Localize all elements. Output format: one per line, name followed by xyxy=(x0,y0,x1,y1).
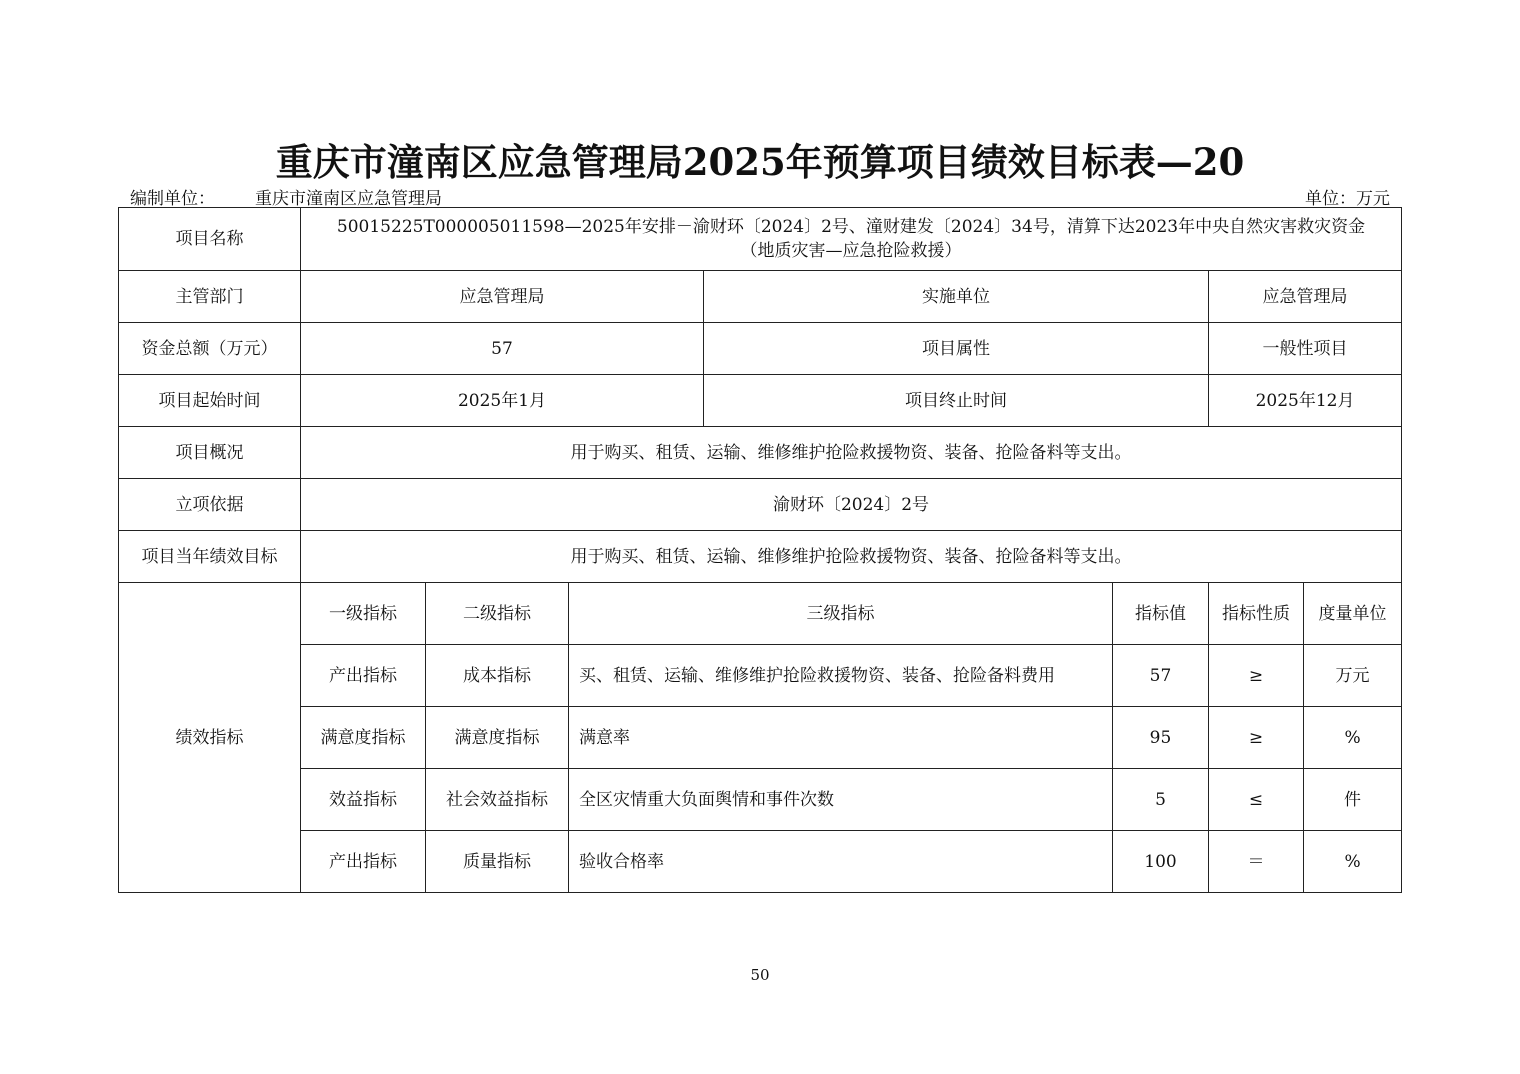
value-cell: 5 xyxy=(1113,769,1209,831)
table-row xyxy=(119,645,1402,707)
nature-cell: ≥ xyxy=(1209,707,1304,769)
project-name-line1: 50015225T000005011598—2025年安排－渝财环〔2024〕2号、潼财建发〔2024〕34号，清算下达2023年中央自然灾害救灾资金 xyxy=(336,217,1366,237)
org-label: 编制单位： xyxy=(130,189,215,209)
level2-cell: 成本指标 xyxy=(426,645,569,707)
value-cell: 100 xyxy=(1113,831,1209,893)
level2-cell: 质量指标 xyxy=(426,831,569,893)
row-goal xyxy=(119,531,1402,583)
unit-cell: % xyxy=(1304,707,1402,769)
row-fund xyxy=(119,323,1402,375)
page-title: 重庆市潼南区应急管理局2025年预算项目绩效目标表—20 xyxy=(275,140,1245,184)
overview-label: 项目概况 xyxy=(119,427,301,479)
level1-cell: 产出指标 xyxy=(301,831,426,893)
unit-cell: % xyxy=(1304,831,1402,893)
row-department xyxy=(119,271,1402,323)
project-name-line2: （地质灾害—应急抢险救援） xyxy=(740,241,962,261)
start-value: 2025年1月 xyxy=(301,375,704,427)
level1-cell: 产出指标 xyxy=(301,645,426,707)
nature-cell: ＝ xyxy=(1209,831,1304,893)
fund-value: 57 xyxy=(301,323,704,375)
basis-value: 渝财环〔2024〕2号 xyxy=(301,479,1402,531)
dept-label: 主管部门 xyxy=(119,271,301,323)
level1-cell: 满意度指标 xyxy=(301,707,426,769)
level3-cell: 满意率 xyxy=(569,707,1113,769)
performance-table xyxy=(118,207,1402,893)
fund-label: 资金总额（万元） xyxy=(119,323,301,375)
level1-cell: 效益指标 xyxy=(301,769,426,831)
end-label: 项目终止时间 xyxy=(704,375,1209,427)
row-indicator-header xyxy=(119,583,1402,645)
row-project-name xyxy=(119,208,1402,271)
impl-value: 应急管理局 xyxy=(1209,271,1402,323)
goal-value: 用于购买、租赁、运输、维修维护抢险救援物资、装备、抢险备料等支出。 xyxy=(301,531,1402,583)
indicators-section-label: 绩效指标 xyxy=(119,583,301,893)
value-cell: 95 xyxy=(1113,707,1209,769)
value-cell: 57 xyxy=(1113,645,1209,707)
attr-value: 一般性项目 xyxy=(1209,323,1402,375)
impl-label: 实施单位 xyxy=(704,271,1209,323)
table-row xyxy=(119,707,1402,769)
goal-label: 项目当年绩效目标 xyxy=(119,531,301,583)
level2-cell: 社会效益指标 xyxy=(426,769,569,831)
header-value: 指标值 xyxy=(1113,583,1209,645)
row-overview xyxy=(119,427,1402,479)
start-label: 项目起始时间 xyxy=(119,375,301,427)
header-level3: 三级指标 xyxy=(569,583,1113,645)
row-basis xyxy=(119,479,1402,531)
header-nature: 指标性质 xyxy=(1209,583,1304,645)
level3-cell: 全区灾情重大负面舆情和事件次数 xyxy=(569,769,1113,831)
dept-value: 应急管理局 xyxy=(301,271,704,323)
org-name: 重庆市潼南区应急管理局 xyxy=(255,189,442,209)
unit-cell: 件 xyxy=(1304,769,1402,831)
table-row xyxy=(119,831,1402,893)
row-period xyxy=(119,375,1402,427)
unit-cell: 万元 xyxy=(1304,645,1402,707)
overview-value: 用于购买、租赁、运输、维修维护抢险救援物资、装备、抢险备料等支出。 xyxy=(301,427,1402,479)
nature-cell: ≥ xyxy=(1209,645,1304,707)
project-name-label: 项目名称 xyxy=(119,208,301,271)
table-row xyxy=(119,769,1402,831)
level3-cell: 买、租赁、运输、维修维护抢险救援物资、装备、抢险备料费用 xyxy=(569,645,1113,707)
end-value: 2025年12月 xyxy=(1209,375,1402,427)
level2-cell: 满意度指标 xyxy=(426,707,569,769)
org-line xyxy=(130,184,442,209)
level3-cell: 验收合格率 xyxy=(569,831,1113,893)
project-name-value xyxy=(301,208,1402,271)
page-number: 50 xyxy=(750,966,770,984)
basis-label: 立项依据 xyxy=(119,479,301,531)
header-unit: 度量单位 xyxy=(1304,583,1402,645)
unit-label: 单位：万元 xyxy=(1305,189,1390,209)
attr-label: 项目属性 xyxy=(704,323,1209,375)
header-level2: 二级指标 xyxy=(426,583,569,645)
header-level1: 一级指标 xyxy=(301,583,426,645)
nature-cell: ≤ xyxy=(1209,769,1304,831)
